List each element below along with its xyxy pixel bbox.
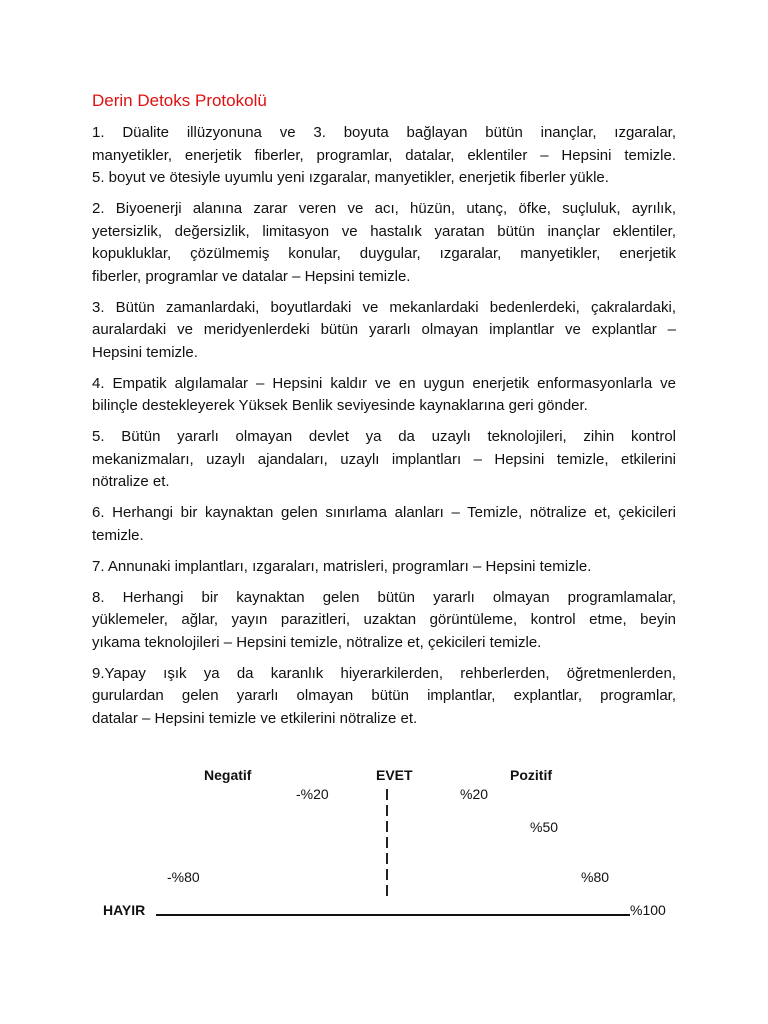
paragraph-line: 2. Biyoenerji alanına zarar veren ve acı, hüzün, utanç, öfke, suçluluk, ayrılık,: [92, 200, 676, 217]
scale-positive-label: Pozitif: [510, 767, 552, 783]
scale-tick: [386, 837, 388, 848]
paragraph-1: [92, 122, 676, 190]
paragraph-line: temizle.: [92, 526, 144, 544]
paragraph-6: [92, 502, 676, 547]
paragraph-line: 3. Bütün zamanlardaki, boyutlardaki ve mekanlardaki bedenlerdeki, çakralardaki,: [92, 298, 676, 316]
paragraph-7: [92, 556, 676, 579]
paragraph-line: nötralize et.: [92, 473, 170, 490]
scale-neg-80-label: -%80: [167, 869, 200, 885]
paragraph-4: [92, 373, 676, 418]
scale-tick: [386, 885, 388, 896]
paragraph-line: yüklemeler, ağlar, yayın parazitleri, uzaktan görüntüleme, kontrol etme, beyin: [92, 611, 676, 628]
scale-tick: [386, 869, 388, 880]
paragraph-line: auralardaki ve meridyenlerdeki bütün yararlı olmayan implantlar ve explantlar –: [92, 321, 676, 338]
paragraph-line: 5. Bütün yararlı olmayan devlet ya da uzaylı teknolojileri, zihin kontrol: [92, 428, 676, 445]
scale-tick: [386, 853, 388, 864]
paragraph-2: [92, 198, 676, 288]
document-body: [92, 88, 676, 739]
scale-pos-20-label: %20: [460, 786, 489, 802]
paragraph-line: manyetikler, enerjetik fiberler, programlar, datalar, eklentiler – Hepsini temizle.: [92, 146, 676, 164]
paragraph-line: yetersizlik, değersizlik, limitasyon ve hastalık yaratan bütün inançlar eklentiler,: [92, 222, 676, 240]
paragraph-line: 9.Yapay ışık ya da karanlık hiyerarkilerden, rehberlerden, öğretmenlerden,: [92, 664, 676, 682]
paragraph-line: kopukluklar, çözülmemiş konular, duygular, ızgaralar, manyetikler, enerjetik: [92, 245, 676, 262]
paragraph-3: [92, 297, 676, 365]
scale-negative-label: Negatif: [204, 767, 252, 783]
paragraph-line: fiberler, programlar ve datalar – Hepsini temizle.: [92, 267, 411, 285]
paragraph-line: Hepsini temizle.: [92, 343, 198, 361]
paragraph-line: 1. Düalite illüzyonuna ve 3. boyuta bağlayan bütün inançlar, ızgaralar,: [92, 124, 676, 141]
paragraph-line: 6. Herhangi bir kaynaktan gelen sınırlama alanları – Temizle, nötralize et, çekicileri: [92, 504, 676, 521]
paragraph-line: 5. boyut ve ötesiyle uyumlu yeni ızgaralar, manyetikler, enerjetik fiberler yükle.: [92, 169, 609, 186]
paragraph-5: [92, 426, 676, 494]
paragraph-line: bilinçle destekleyerek Yüksek Benlik seviyesinde kaynaklarına geri gönder.: [92, 397, 588, 414]
paragraph-line: 8. Herhangi bir kaynaktan gelen bütün yararlı olmayan programlamalar,: [92, 588, 676, 606]
paragraph-line: gurulardan gelen yararlı olmayan bütün implantlar, explantlar, programlar,: [92, 687, 676, 704]
paragraph-line: 7. Annunaki implantları, ızgaraları, matrisleri, programları – Hepsini temizle.: [92, 557, 592, 575]
scale-tick: [386, 805, 388, 816]
scale-tick: [386, 821, 388, 832]
scale-tick: [386, 789, 388, 800]
scale-pos-100-label: %100: [630, 902, 666, 918]
scale-pos-50-label: %50: [530, 819, 559, 835]
scale-pos-80-label: %80: [581, 869, 610, 885]
scale-neg-20-label: -%20: [296, 786, 329, 802]
paragraph-9: [92, 663, 676, 731]
scale-baseline: [156, 914, 630, 916]
paragraph-line: datalar – Hepsini temizle ve etkilerini nötralize et.: [92, 709, 418, 727]
paragraph-line: mekanizmaları, uzaylı ajandaları, uzaylı implantları – Hepsini temizle, etkilerini: [92, 450, 676, 468]
scale-yes-label: EVET: [376, 767, 413, 783]
scale-no-label: HAYIR: [103, 902, 146, 918]
paragraph-8: [92, 587, 676, 655]
paragraph-line: yıkama teknolojileri – Hepsini temizle, nötralize et, çekicileri temizle.: [92, 633, 542, 651]
paragraph-line: 4. Empatik algılamalar – Hepsini kaldır ve en uygun enerjetik enformasyonlarla ve: [92, 374, 676, 392]
document-title: Derin Detoks Protokolü: [92, 91, 267, 110]
